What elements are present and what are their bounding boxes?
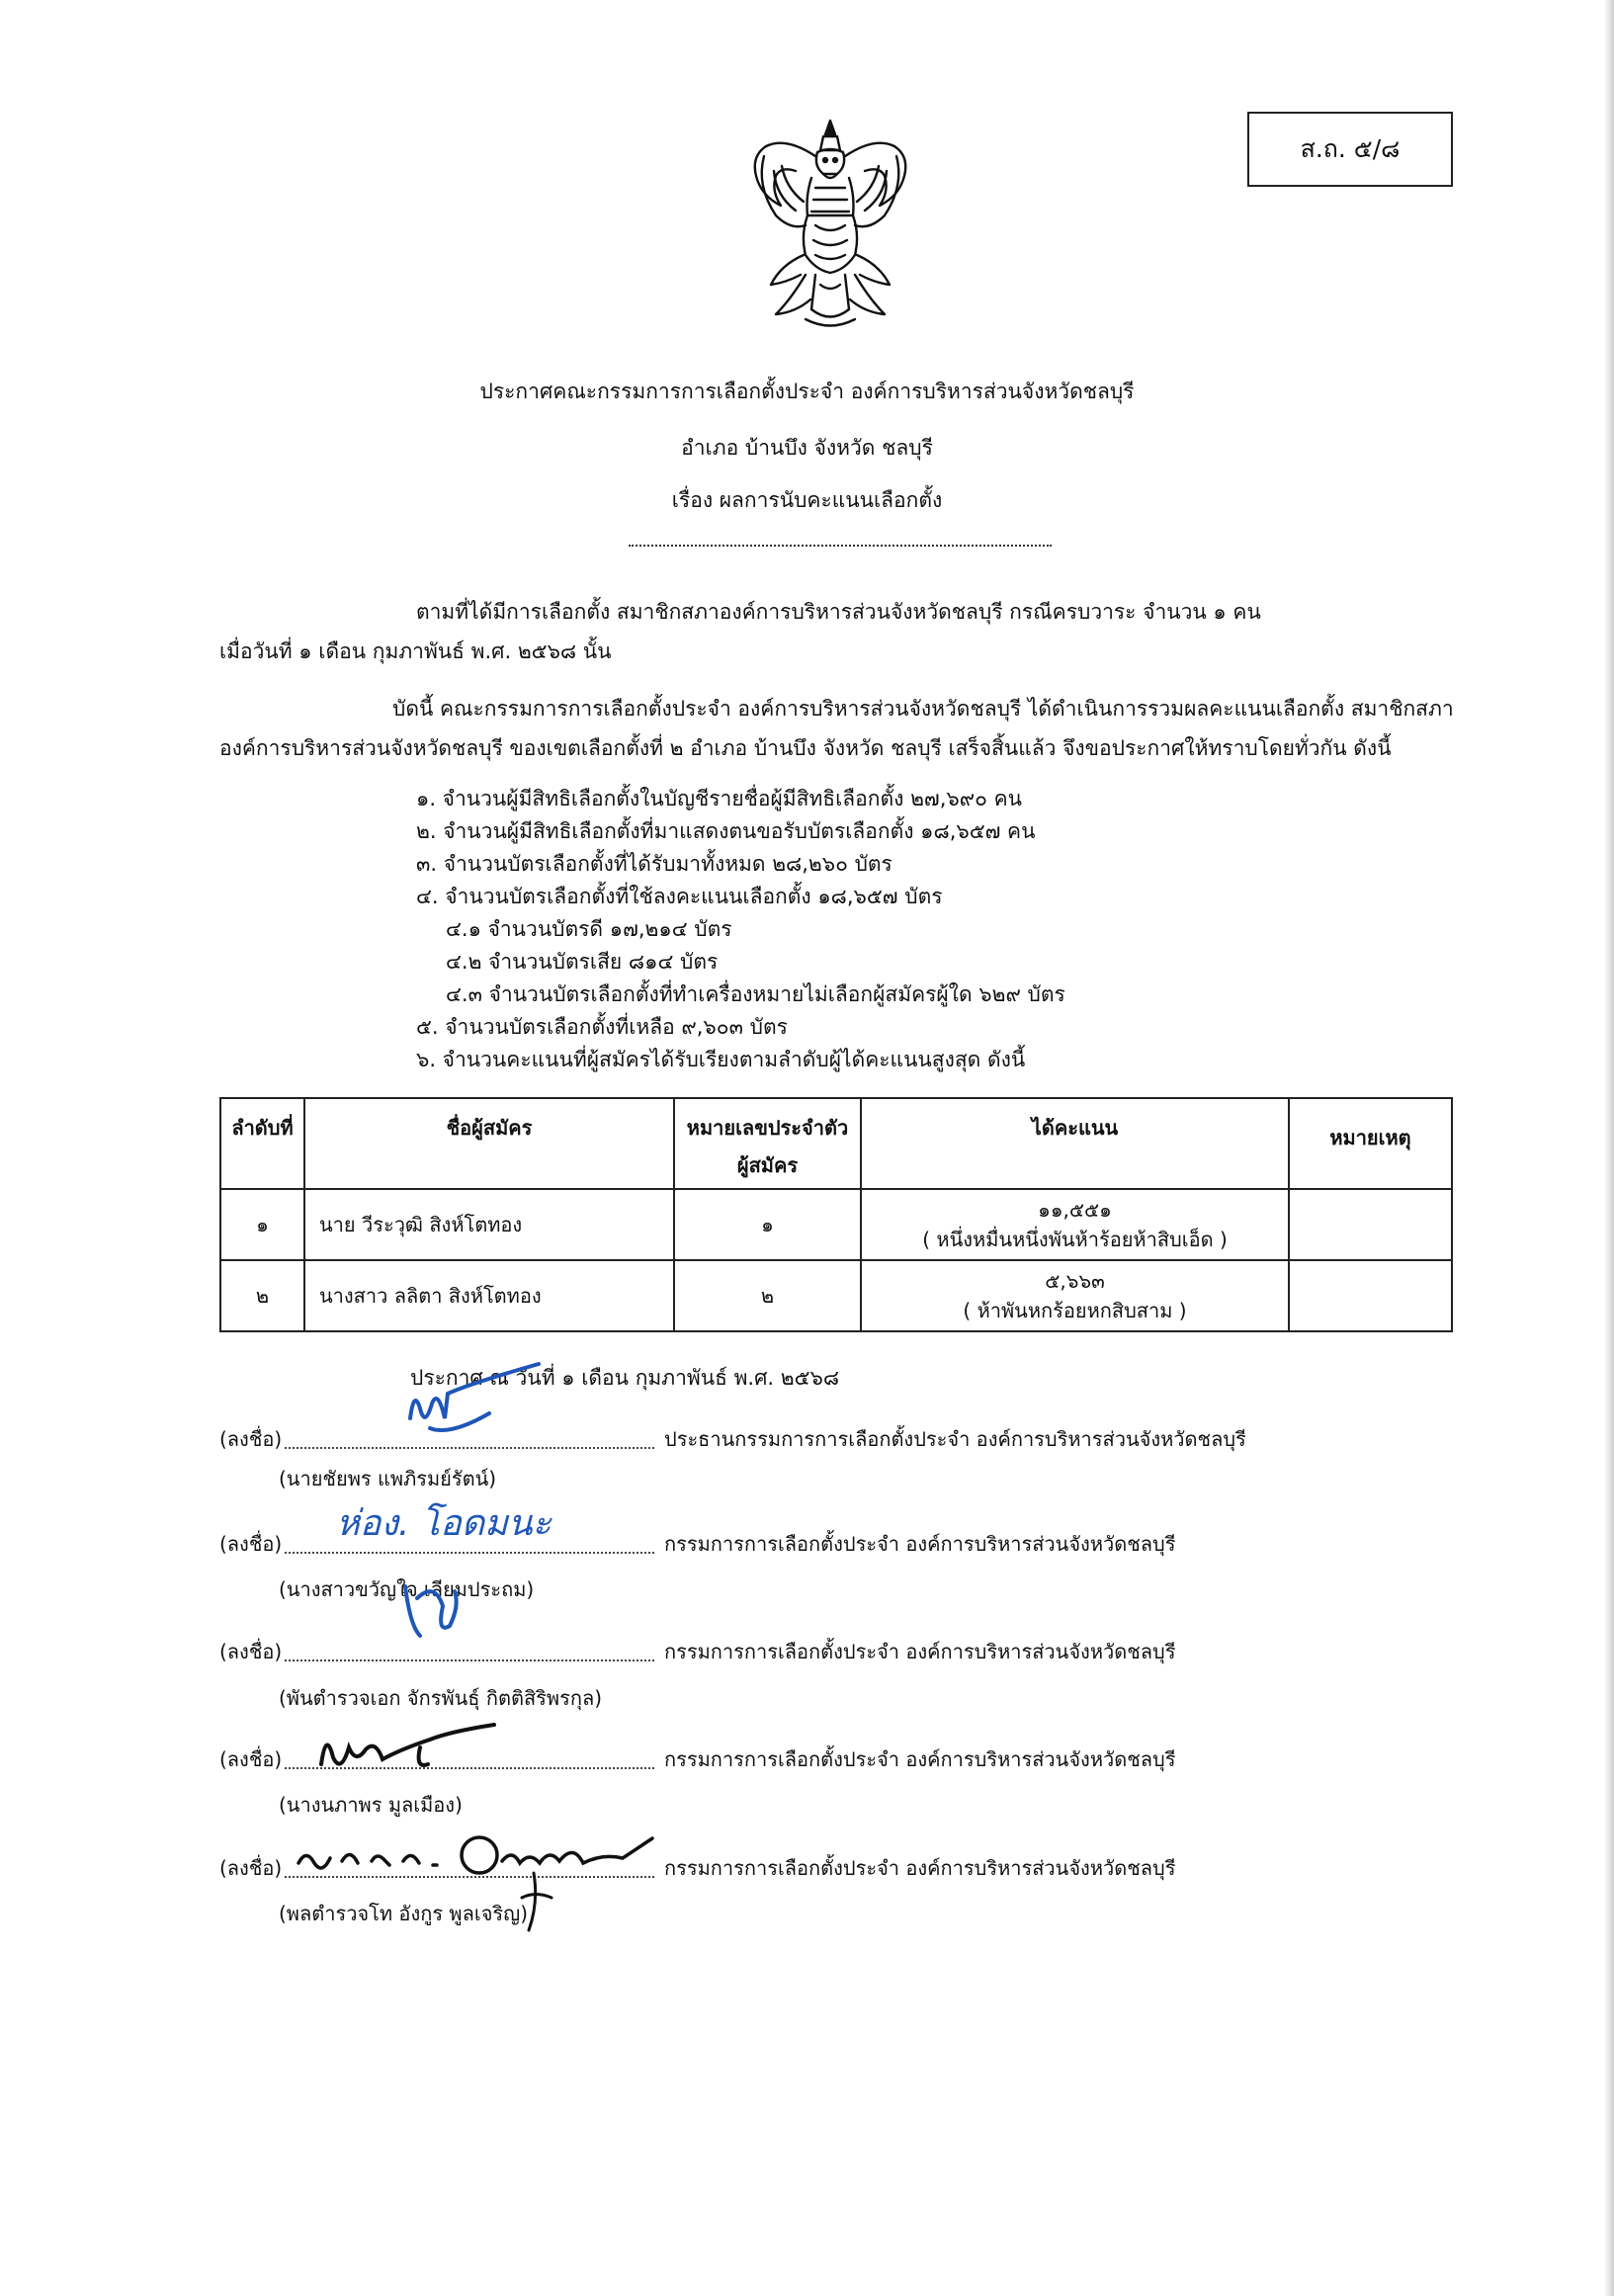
signature-dotline [285, 1659, 654, 1661]
list-item: ๒. จำนวนผู้มีสิทธิเลือกตั้งที่มาแสดงตนขอรับบัตรเลือกตั้ง ๑๘,๖๕๗ คน [416, 819, 1036, 843]
list-item: ๔. จำนวนบัตรเลือกตั้งที่ใช้ลงคะแนนเลือกตั้ง ๑๘,๖๕๗ บัตร [416, 885, 943, 908]
signature-role: กรรมการการเลือกตั้งประจำ องค์การบริหารส่วนจังหวัดชลบุรี [664, 1532, 1176, 1556]
row-order: ๒ [220, 1260, 304, 1331]
signature-role: ประธานกรรมการการเลือกตั้งประจำ องค์การบริหารส่วนจังหวัดชลบุรี [664, 1427, 1246, 1451]
header-remark: หมายเหตุ [1289, 1098, 1452, 1189]
list-item: ๖. จำนวนคะแนนที่ผู้สมัครได้รับเรียงตามลำดับผู้ได้คะแนนสูงสุด ดังนี้ [416, 1048, 1026, 1071]
row-remark [1289, 1189, 1452, 1260]
signature-mark [390, 1359, 578, 1453]
table-header-row [220, 1098, 1452, 1189]
row-remark [1289, 1260, 1452, 1331]
header-number-line1: หมายเลขประจำตัว [686, 1116, 849, 1140]
row-number: ๒ [674, 1260, 861, 1331]
garuda-emblem-icon [746, 117, 914, 336]
row-votes [861, 1260, 1289, 1331]
results-table [219, 1097, 1453, 1332]
header-votes: ได้คะแนน [861, 1098, 1289, 1189]
table-row [220, 1189, 1452, 1260]
votes-number: ๑๑,๕๕๑ [1038, 1198, 1112, 1222]
signature-label: (ลงชื่อ) [219, 1532, 283, 1556]
list-item: ๑. จำนวนผู้มีสิทธิเลือกตั้งในบัญชีรายชื่อผู้มีสิทธิเลือกตั้ง ๒๗,๖๙๐ คน [416, 787, 1022, 810]
signature-handwriting: ห่อง. โอดมนะ [336, 1503, 552, 1544]
signature-label: (ลงชื่อ) [219, 1427, 283, 1451]
header-divider [629, 545, 1052, 547]
row-number: ๑ [674, 1189, 861, 1260]
votes-number: ๕,๖๖๓ [1045, 1269, 1105, 1293]
scan-edge [1604, 0, 1614, 2296]
announce-date: ประกาศ ณ วันที่ ๑ เดือน กุมภาพันธ์ พ.ศ. ๒๕๖๘ [410, 1366, 840, 1390]
signature-label: (ลงชื่อ) [219, 1640, 283, 1663]
header-name: ชื่อผู้สมัคร [304, 1098, 674, 1189]
header-number-line2: ผู้สมัคร [736, 1153, 799, 1177]
signature-label: (ลงชื่อ) [219, 1747, 283, 1771]
votes-words: ( ห้าพันหกร้อยหกสิบสาม ) [963, 1299, 1187, 1322]
list-item: ๔.๓ จำนวนบัตรเลือกตั้งที่ทำเครื่องหมายไม่เลือกผู้สมัครผู้ใด ๖๒๙ บัตร [446, 982, 1065, 1006]
header-title-line2: อำเภอ บ้านบึง จังหวัด ชลบุรี [681, 436, 933, 460]
signature-role: กรรมการการเลือกตั้งประจำ องค์การบริหารส่วนจังหวัดชลบุรี [664, 1640, 1176, 1663]
list-item: ๔.๑ จำนวนบัตรดี ๑๗,๒๑๔ บัตร [446, 917, 732, 941]
table-row [220, 1260, 1452, 1331]
list-item: ๓. จำนวนบัตรเลือกตั้งที่ได้รับมาทั้งหมด ๒๘,๒๖๐ บัตร [416, 852, 892, 876]
signature-role: กรรมการการเลือกตั้งประจำ องค์การบริหารส่วนจังหวัดชลบุรี [664, 1747, 1176, 1771]
signatory-name: (นายชัยพร แพภิรมย์รัตน์) [279, 1467, 497, 1490]
header-subject: เรื่อง ผลการนับคะแนนเลือกตั้ง [671, 488, 943, 512]
paragraph1-line2: เมื่อวันที่ ๑ เดือน กุมภาพันธ์ พ.ศ. ๒๕๖๘ นั้น [219, 639, 612, 663]
signatory-name: (นางสาวขวัญใจ เลียมประถม) [279, 1577, 535, 1601]
paragraph1-line1: ตามที่ได้มีการเลือกตั้ง สมาชิกสภาองค์การบริหารส่วนจังหวัดชลบุรี กรณีครบวาระ จำนวน ๑ คน [416, 600, 1261, 624]
signatory-name: (พันตำรวจเอก จักรพันธุ์ กิตติสิริพรกุล) [279, 1686, 603, 1710]
header-number [674, 1098, 861, 1189]
signature-role: กรรมการการเลือกตั้งประจำ องค์การบริหารส่วนจังหวัดชลบุรี [664, 1856, 1176, 1880]
signatory-name: (นางนภาพร มูลเมือง) [279, 1793, 463, 1817]
header-title-line1: ประกาศคณะกรรมการการเลือกตั้งประจำ องค์การบริหารส่วนจังหวัดชลบุรี [479, 380, 1135, 403]
signatory-name: (พลตำรวจโท อังกูร พูลเจริญ) [279, 1902, 529, 1925]
paragraph2-line1: บัดนี้ คณะกรรมการการเลือกตั้งประจำ องค์การบริหารส่วนจังหวัดชลบุรี ได้ดำเนินการรวมผลคะแนนเลือกตั้ง สมาชิกสภา [392, 697, 1454, 721]
list-item: ๔.๒ จำนวนบัตรเสีย ๘๑๔ บัตร [446, 950, 719, 974]
row-votes [861, 1189, 1289, 1260]
row-name: นาย วีระวุฒิ สิงห์โตทอง [304, 1189, 674, 1260]
header-order: ลำดับที่ [220, 1098, 304, 1189]
form-code-box: ส.ถ. ๕/๘ [1247, 112, 1453, 187]
signature-mark [311, 1710, 509, 1789]
votes-words: ( หนึ่งหมื่นหนึ่งพันห้าร้อยห้าสิบเอ็ด ) [922, 1228, 1228, 1251]
signature-mark [287, 1804, 702, 1937]
signature-label: (ลงชื่อ) [219, 1856, 283, 1880]
list-item: ๕. จำนวนบัตรเลือกตั้งที่เหลือ ๙,๖๐๓ บัตร [416, 1015, 788, 1039]
row-name: นางสาว ลลิตา สิงห์โตทอง [304, 1260, 674, 1331]
signature-mark [326, 1488, 652, 1646]
row-order: ๑ [220, 1189, 304, 1260]
paragraph2-line2: องค์การบริหารส่วนจังหวัดชลบุรี ของเขตเลือกตั้งที่ ๒ อำเภอ บ้านบึง จังหวัด ชลบุรี เสร็จสิ้นแล้ว จึงขอประกาศให้ทราบโดยทั่วกัน ดังนี้ [219, 736, 1392, 760]
